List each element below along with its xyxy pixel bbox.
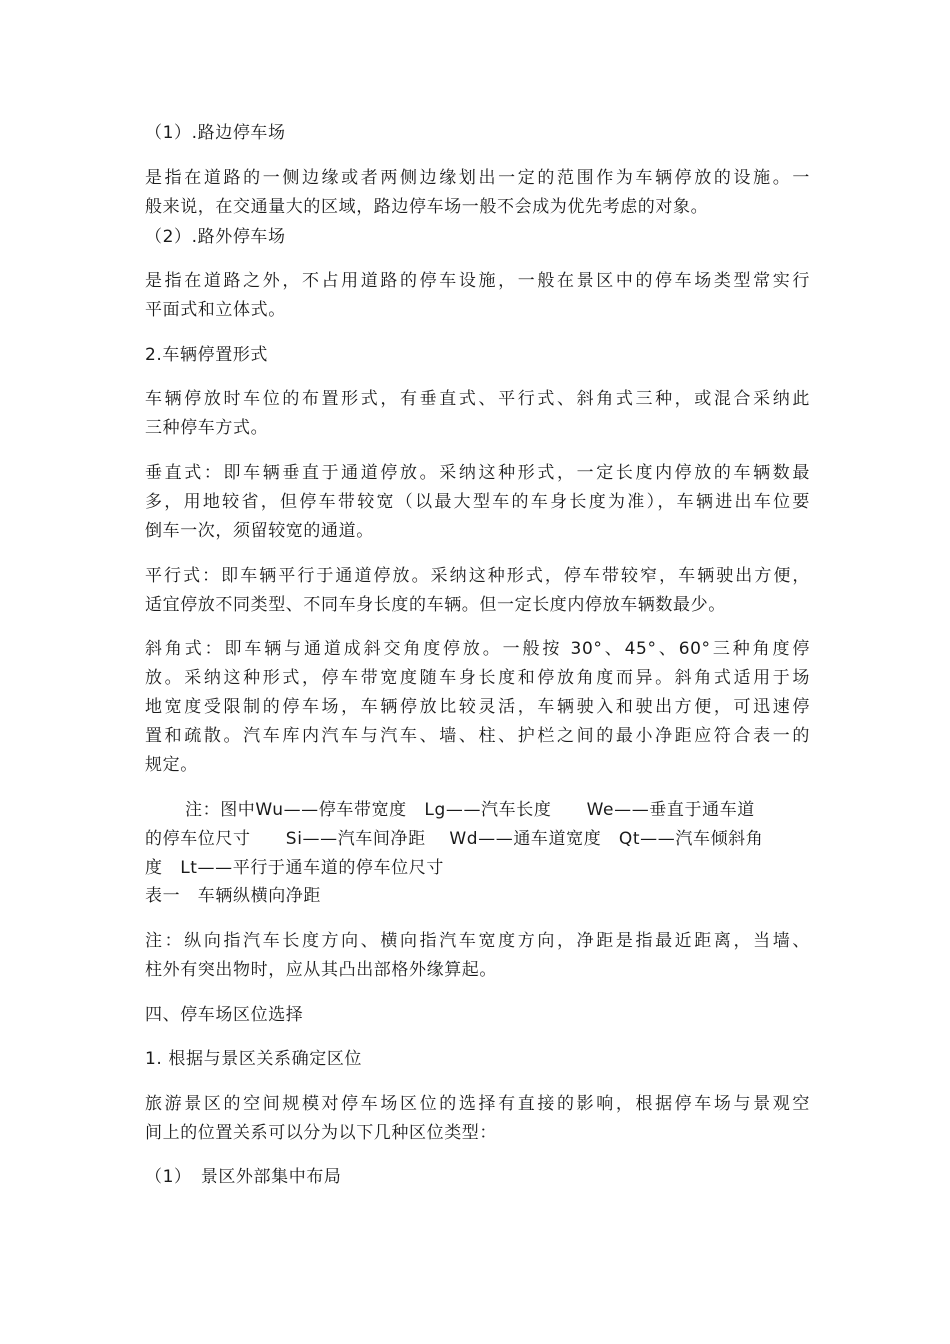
paragraph-line: 平面式和立体式。 (145, 300, 286, 320)
paragraph-line: 适宜停放不同类型、不同车身长度的车辆。但一定长度内停放车辆数最少。 (145, 595, 726, 615)
paragraph-line: 注：纵向指汽车长度方向、横向指汽车宽度方向，净距是指最近距离，当墙、 (145, 931, 810, 951)
section-heading-location: 四、停车场区位选择 (145, 1005, 304, 1025)
subsection-heading: 1. 根据与景区关系确定区位 (145, 1049, 363, 1069)
section-heading-parking-form: 2.车辆停置形式 (145, 345, 269, 365)
paragraph-line: 置和疏散。汽车库内汽车与汽车、墙、柱、护栏之间的最小净距应符合表一的 (145, 726, 810, 746)
note-line: 注：图中Wu——停车带宽度 Lg——汽车长度 We——垂直于通车道 (185, 800, 755, 820)
note-line: 的停车位尺寸 Si——汽车间净距 Wd——通车道宽度 Qt——汽车倾斜角 (145, 829, 764, 849)
list-item-heading: （1） 景区外部集中布局 (145, 1167, 342, 1187)
paragraph-line: 平行式：即车辆平行于通道停放。采纳这种形式，停车带较窄，车辆驶出方便， (145, 566, 810, 586)
table-caption: 表一 车辆纵横向净距 (145, 886, 321, 906)
paragraph-line: 柱外有突出物时，应从其凸出部格外缘算起。 (145, 960, 497, 980)
paragraph-line: 间上的位置关系可以分为以下几种区位类型： (145, 1123, 497, 1143)
paragraph-line: 规定。 (145, 755, 198, 775)
paragraph-line: 是指在道路的一侧边缘或者两侧边缘划出一定的范围作为车辆停放的设施。一 (145, 168, 810, 188)
note-line: 度 Lt——平行于通车道的停车位尺寸 (145, 858, 444, 878)
paragraph-line: 旅游景区的空间规模对停车场区位的选择有直接的影响，根据停车场与景观空 (145, 1094, 810, 1114)
paragraph-line: 般来说，在交通量大的区域，路边停车场一般不会成为优先考虑的对象。 (145, 197, 709, 217)
subheading-roadside-parking: （1）.路边停车场 (145, 123, 286, 143)
paragraph-line: 是指在道路之外，不占用道路的停车设施，一般在景区中的停车场类型常实行 (145, 271, 810, 291)
paragraph-line: 斜角式：即车辆与通道成斜交角度停放。一般按 30°、45°、60°三种角度停 (145, 639, 810, 659)
paragraph-line: 垂直式：即车辆垂直于通道停放。采纳这种形式，一定长度内停放的车辆数最 (145, 463, 810, 483)
paragraph-line: 多，用地较省，但停车带较宽（以最大型车的车身长度为准），车辆进出车位要 (145, 492, 810, 512)
paragraph-line: 放。采纳这种形式，停车带宽度随车身长度和停放角度而异。斜角式适用于场 (145, 668, 810, 688)
paragraph-line: 三种停车方式。 (145, 418, 269, 438)
paragraph-line: 地宽度受限制的停车场，车辆停放比较灵活，车辆驶入和驶出方便，可迅速停 (145, 697, 810, 717)
subheading-offroad-parking: （2）.路外停车场 (145, 227, 286, 247)
paragraph-line: 倒车一次，须留较宽的通道。 (145, 521, 374, 541)
paragraph-line: 车辆停放时车位的布置形式，有垂直式、平行式、斜角式三种，或混合采纳此 (145, 389, 810, 409)
